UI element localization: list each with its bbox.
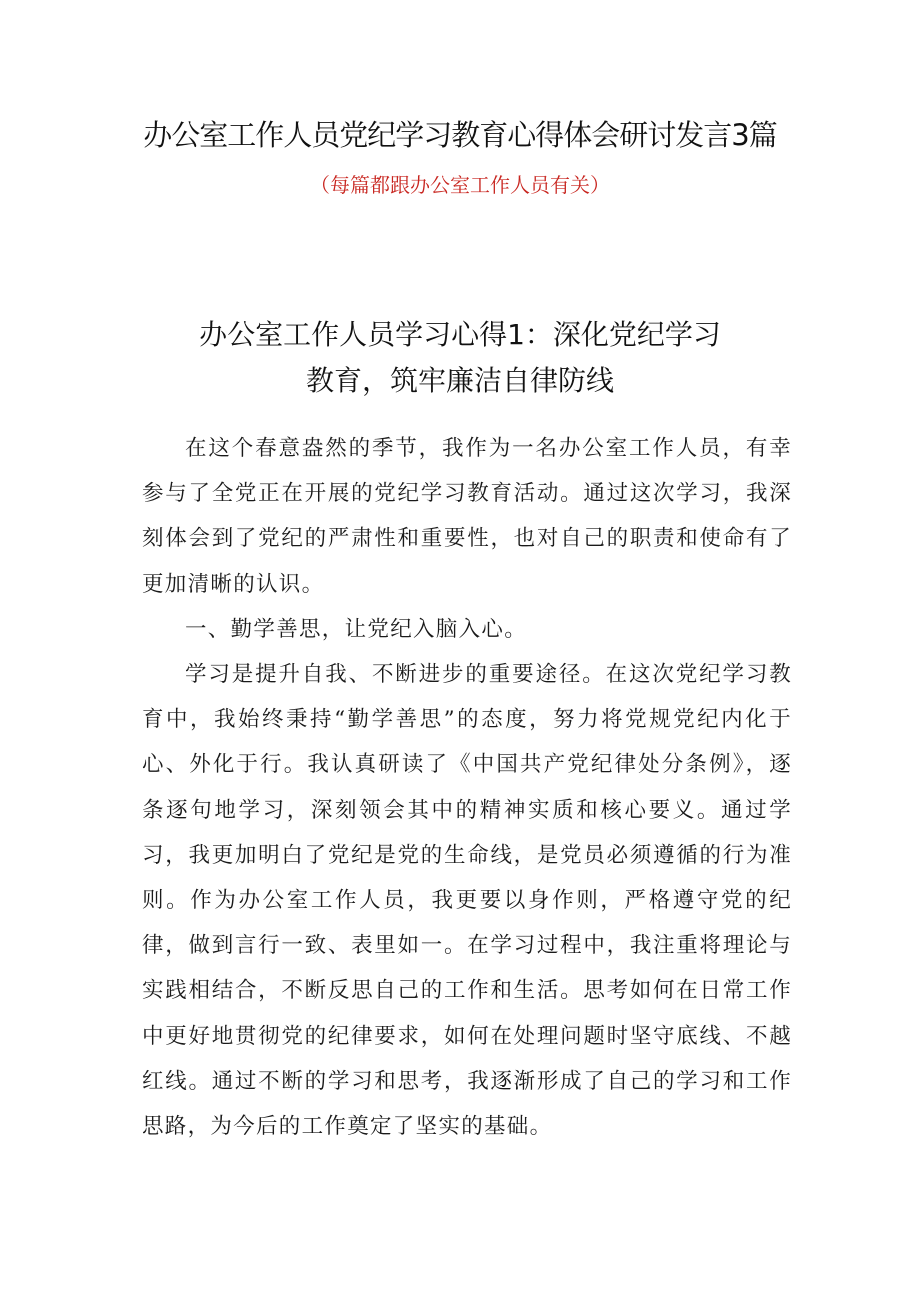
article-title-line-1: 办公室工作人员学习心得1：深化党纪学习 — [199, 318, 721, 351]
paragraph-section-1: 学习是提升自我、不断进步的重要途径。在这次党纪学习教育中，我始终秉持“勤学善思”的态度，努力将党规党纪内化于心、外化于行。我认真研读了《中国共产党纪律处分条例》，逐条逐句地学习，深刻领会其中的精神实质和核心要义。通过学习，我更加明白了党纪是党的生命线，是党员必须遵循的行为准则。作为办公室工作人员，我更要以身作则，严格遵守党的纪律，做到言行一致、表里如一。在学习过程中，我注重将理论与实践相结合，不断反思自己的工作和生活。思考如何在日常工作中更好地贯彻党的纪律要求，如何在处理问题时坚守底线、不越红线。通过不断的学习和思考，我逐渐形成了自己的学习和工作思路，为今后的工作奠定了坚实的基础。 — [142, 662, 792, 1140]
paragraph-intro: 在这个春意盎然的季节，我作为一名办公室工作人员，有幸参与了全党正在开展的党纪学习教育活动。通过这次学习，我深刻体会到了党纪的严肃性和重要性，也对自己的职责和使命有了更加清晰的认识。 — [142, 436, 792, 597]
article-title — [0, 312, 920, 404]
document-title: 办公室工作人员党纪学习教育心得体会研讨发言3篇 — [143, 118, 777, 152]
article-title-line-2: 教育，筑牢廉洁自律防线 — [305, 364, 614, 397]
document-subtitle: （每篇都跟办公室工作人员有关） — [310, 173, 610, 197]
article-body — [142, 426, 792, 1149]
section-heading-1: 一、勤学善思，让党纪入脑入心。 — [185, 616, 528, 642]
